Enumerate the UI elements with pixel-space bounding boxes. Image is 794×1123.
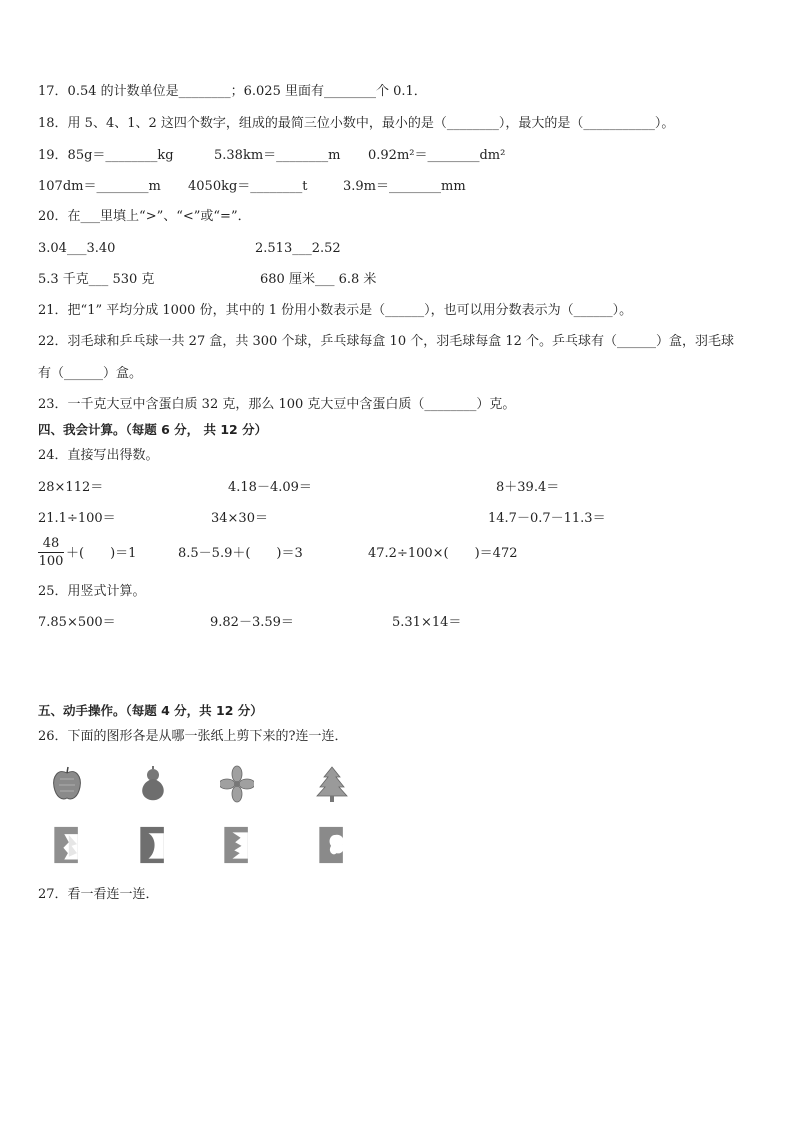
cutout-paper-2[interactable] (136, 826, 170, 864)
question-20d: 680 厘米___ 6.8 米 (260, 272, 377, 287)
question-27: 27．看一看连一连． (38, 887, 159, 902)
fraction-denominator: 100 (38, 554, 64, 569)
gourd-icon[interactable] (136, 765, 170, 803)
cutout-paper-4[interactable] (315, 826, 349, 864)
question-25-title: 25．用竖式计算。 (38, 584, 146, 599)
question-20b: 2.513___2.52 (255, 241, 341, 256)
cutout-paper-1[interactable] (50, 826, 84, 864)
question-19f: 3.9m＝________mm (343, 179, 466, 194)
question-19b: 5.38km＝________m (214, 148, 341, 163)
apple-icon[interactable] (50, 765, 84, 803)
question-22-line2: 有（______）盒。 (38, 366, 143, 381)
calc-25-1: 7.85×500＝ (38, 615, 116, 630)
calc-24-7-fraction (38, 536, 64, 569)
question-20-title: 20．在___里填上“>”、“<”或“=”． (38, 209, 251, 224)
question-17: 17．0.54 的计数单位是________；6.025 里面有________个 0.1． (38, 84, 427, 99)
question-21: 21．把“1” 平均分成 1000 份，其中的 1 份用小数表示是（______），也可以用分数表示为（______）。 (38, 303, 633, 318)
section-4-heading: 四、我会计算。（每题 6 分， 共 12 分） (38, 422, 268, 437)
calc-24-3: 8＋39.4＝ (496, 480, 560, 495)
calc-24-4: 21.1÷100＝ (38, 511, 116, 526)
question-19c: 0.92m²＝________dm² (368, 148, 506, 163)
calc-24-2: 4.18－4.09＝ (228, 480, 312, 495)
section-5-heading: 五、动手操作。（每题 4 分，共 12 分） (38, 703, 263, 718)
tree-icon[interactable] (315, 765, 349, 803)
fraction-bar (38, 552, 64, 553)
calc-25-3: 5.31×14＝ (392, 615, 462, 630)
flower-icon[interactable] (220, 765, 254, 803)
calc-24-1: 28×112＝ (38, 480, 104, 495)
calc-24-6: 14.7－0.7－11.3＝ (488, 511, 606, 526)
question-19e: 4050kg＝________t (188, 179, 308, 194)
question-18: 18．用 5、4、1、2 这四个数字，组成的最简三位小数中，最小的是（________），最大的是（___________）。 (38, 116, 675, 131)
question-20a: 3.04___3.40 (38, 241, 116, 256)
calc-24-9: 47.2÷100×( )＝472 (368, 546, 518, 561)
calc-24-8: 8.5－5.9＋( )＝3 (178, 546, 303, 561)
question-24-title: 24．直接写出得数。 (38, 448, 159, 463)
question-26: 26．下面的图形各是从哪一张纸上剪下来的?连一连． (38, 729, 348, 744)
fraction-numerator: 48 (42, 536, 60, 551)
question-19d: 107dm＝________m (38, 179, 161, 194)
calc-25-2: 9.82－3.59＝ (210, 615, 294, 630)
question-20c: 5.3 千克___ 530 克 (38, 272, 155, 287)
question-23: 23．一千克大豆中含蛋白质 32 克，那么 100 克大豆中含蛋白质（________）克。 (38, 397, 516, 412)
calc-24-7: ＋( )＝1 (66, 546, 137, 561)
cutout-paper-3[interactable] (220, 826, 254, 864)
question-22-line1: 22．羽毛球和乒乓球一共 27 盒，共 300 个球，乒乓球每盒 10 个，羽毛球每盒 12 个。乒乓球有（______）盒，羽毛球 (38, 334, 735, 349)
question-19a: 19．85g＝________kg (38, 148, 174, 163)
calc-24-5: 34×30＝ (211, 511, 268, 526)
